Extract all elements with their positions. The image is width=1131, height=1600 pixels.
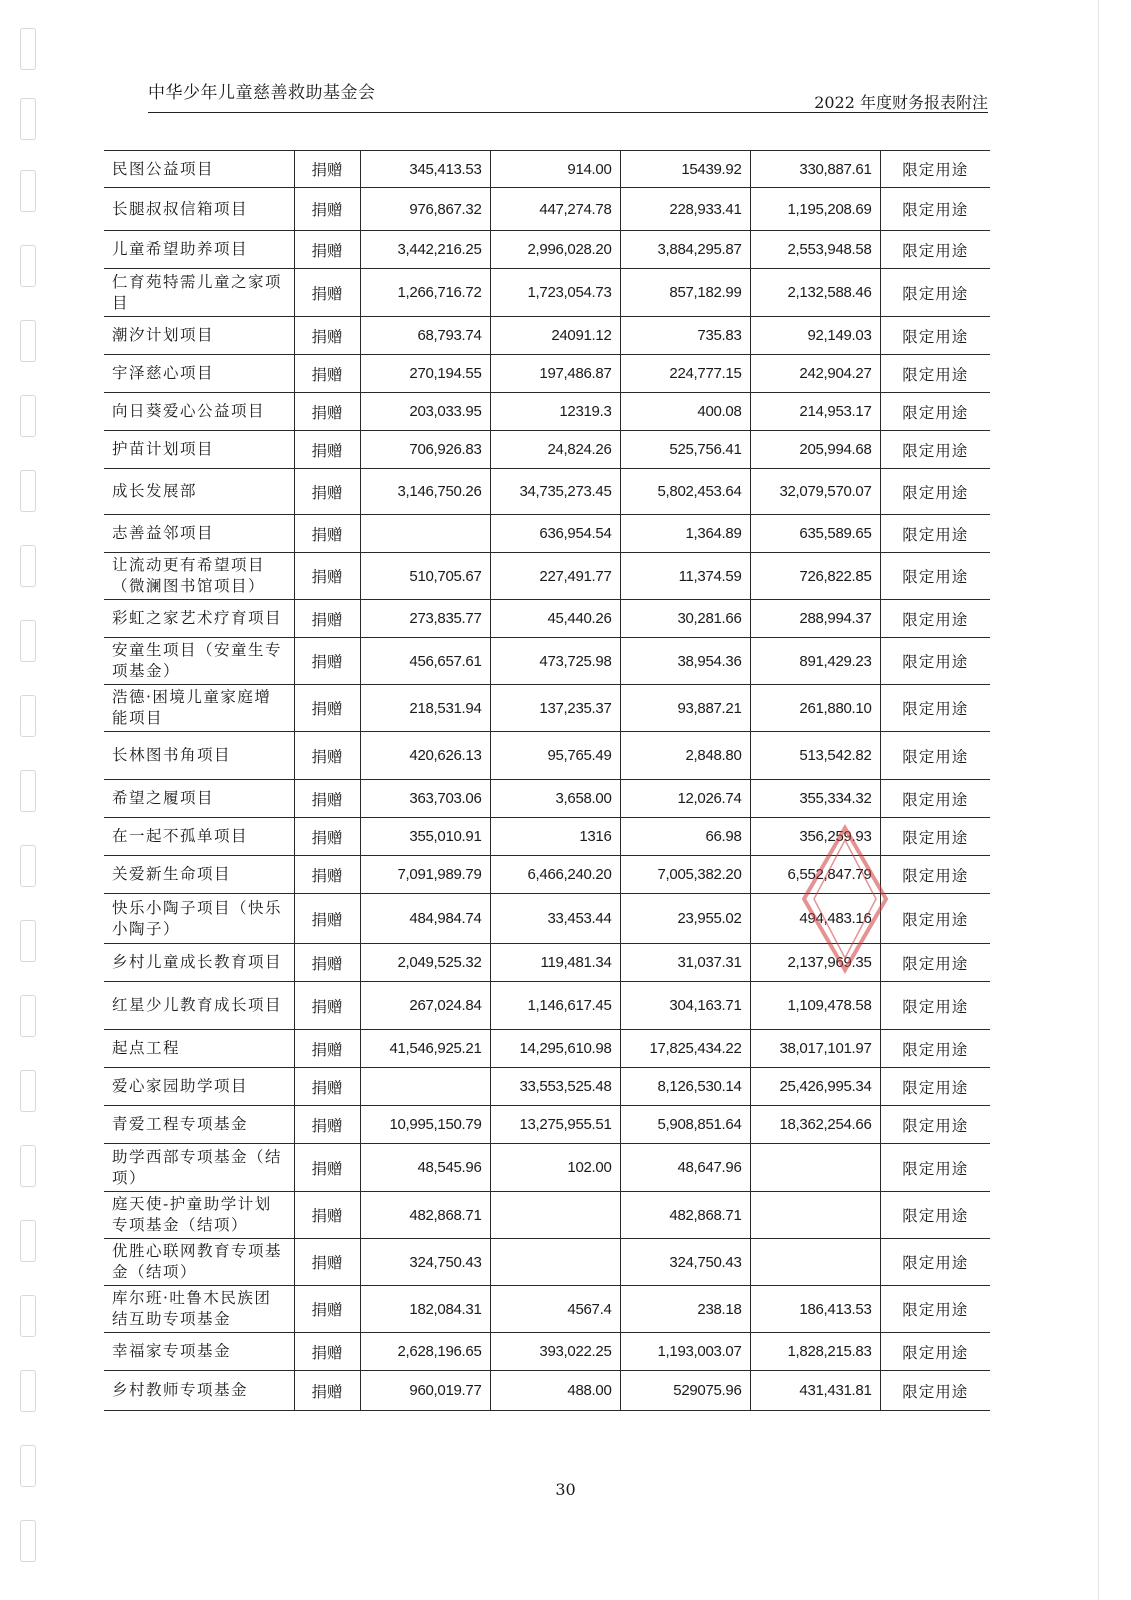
fund-type: 捐赠 (294, 1371, 360, 1411)
amount-cell: 488.00 (490, 1371, 620, 1411)
amount-cell: 1,364.89 (620, 515, 750, 553)
usage-restriction: 限定用途 (880, 469, 990, 515)
amount-cell (490, 1239, 620, 1286)
project-name: 助学西部专项基金（结项） (104, 1144, 294, 1192)
amount-cell: 482,868.71 (360, 1192, 490, 1239)
usage-restriction: 限定用途 (880, 393, 990, 431)
amount-cell (360, 1068, 490, 1106)
amount-cell: 238.18 (620, 1286, 750, 1333)
binding-hole (20, 770, 36, 812)
table-row (104, 1144, 990, 1192)
usage-restriction: 限定用途 (880, 818, 990, 856)
amount-cell: 203,033.95 (360, 393, 490, 431)
binding-hole (20, 470, 36, 512)
amount-cell: 400.08 (620, 393, 750, 431)
amount-cell: 30,281.66 (620, 600, 750, 638)
amount-cell: 5,802,453.64 (620, 469, 750, 515)
usage-restriction: 限定用途 (880, 894, 990, 944)
amount-cell: 273,835.77 (360, 600, 490, 638)
usage-restriction: 限定用途 (880, 1371, 990, 1411)
amount-cell: 182,084.31 (360, 1286, 490, 1333)
usage-restriction: 限定用途 (880, 269, 990, 317)
amount-cell: 41,546,925.21 (360, 1030, 490, 1068)
project-name: 儿童希望助养项目 (104, 231, 294, 269)
amount-cell: 12319.3 (490, 393, 620, 431)
project-name: 向日葵爱心公益项目 (104, 393, 294, 431)
amount-cell: 7,005,382.20 (620, 856, 750, 894)
project-name: 潮汐计划项目 (104, 317, 294, 355)
amount-cell: 857,182.99 (620, 269, 750, 317)
project-name: 在一起不孤单项目 (104, 818, 294, 856)
usage-restriction: 限定用途 (880, 856, 990, 894)
amount-cell: 5,908,851.64 (620, 1106, 750, 1144)
binding-holes (20, 0, 50, 1600)
binding-hole (20, 98, 36, 140)
amount-cell: 38,954.36 (620, 638, 750, 685)
amount-cell: 456,657.61 (360, 638, 490, 685)
amount-cell: 186,413.53 (750, 1286, 880, 1333)
amount-cell: 93,887.21 (620, 685, 750, 732)
amount-cell: 31,037.31 (620, 944, 750, 982)
organization-name: 中华少年儿童慈善救助基金会 (148, 83, 376, 103)
amount-cell (360, 515, 490, 553)
fund-type: 捐赠 (294, 1192, 360, 1239)
fund-type: 捐赠 (294, 231, 360, 269)
amount-cell: 38,017,101.97 (750, 1030, 880, 1068)
binding-hole (20, 920, 36, 962)
amount-cell: 102.00 (490, 1144, 620, 1192)
binding-hole (20, 1295, 36, 1337)
amount-cell: 6,552,847.79 (750, 856, 880, 894)
amount-cell: 261,880.10 (750, 685, 880, 732)
amount-cell: 1316 (490, 818, 620, 856)
table-row (104, 553, 990, 600)
amount-cell: 891,429.23 (750, 638, 880, 685)
amount-cell: 510,705.67 (360, 553, 490, 600)
usage-restriction: 限定用途 (880, 1239, 990, 1286)
amount-cell: 330,887.61 (750, 151, 880, 188)
amount-cell: 224,777.15 (620, 355, 750, 393)
fund-type: 捐赠 (294, 1144, 360, 1192)
fund-type: 捐赠 (294, 1333, 360, 1371)
usage-restriction: 限定用途 (880, 944, 990, 982)
amount-cell: 960,019.77 (360, 1371, 490, 1411)
amount-cell: 48,545.96 (360, 1144, 490, 1192)
binding-hole (20, 1520, 36, 1562)
amount-cell: 1,195,208.69 (750, 188, 880, 231)
amount-cell: 3,146,750.26 (360, 469, 490, 515)
amount-cell: 447,274.78 (490, 188, 620, 231)
amount-cell: 355,010.91 (360, 818, 490, 856)
binding-hole (20, 545, 36, 587)
fund-type: 捐赠 (294, 894, 360, 944)
fund-type: 捐赠 (294, 856, 360, 894)
table-row (104, 393, 990, 431)
project-name: 彩虹之家艺术疗育项目 (104, 600, 294, 638)
amount-cell: 34,735,273.45 (490, 469, 620, 515)
project-name: 长林图书角项目 (104, 732, 294, 780)
amount-cell: 636,954.54 (490, 515, 620, 553)
project-name: 成长发展部 (104, 469, 294, 515)
fund-type: 捐赠 (294, 638, 360, 685)
table-row (104, 1371, 990, 1411)
amount-cell: 119,481.34 (490, 944, 620, 982)
fund-type: 捐赠 (294, 188, 360, 231)
amount-cell: 228,933.41 (620, 188, 750, 231)
table-row (104, 515, 990, 553)
page-edge (1098, 0, 1099, 1600)
amount-cell: 324,750.43 (620, 1239, 750, 1286)
amount-cell: 24091.12 (490, 317, 620, 355)
amount-cell: 15439.92 (620, 151, 750, 188)
usage-restriction: 限定用途 (880, 151, 990, 188)
amount-cell: 1,193,003.07 (620, 1333, 750, 1371)
amount-cell: 14,295,610.98 (490, 1030, 620, 1068)
fund-type: 捐赠 (294, 431, 360, 469)
project-name: 浩德·困境儿童家庭增能项目 (104, 685, 294, 732)
table-row (104, 1286, 990, 1333)
binding-hole (20, 170, 36, 212)
project-name: 让流动更有希望项目（微澜图书馆项目） (104, 553, 294, 600)
amount-cell: 1,723,054.73 (490, 269, 620, 317)
project-name: 民图公益项目 (104, 151, 294, 188)
usage-restriction: 限定用途 (880, 1030, 990, 1068)
binding-hole (20, 1145, 36, 1187)
fund-type: 捐赠 (294, 269, 360, 317)
usage-restriction: 限定用途 (880, 1286, 990, 1333)
usage-restriction: 限定用途 (880, 431, 990, 469)
table-row (104, 600, 990, 638)
usage-restriction: 限定用途 (880, 188, 990, 231)
usage-restriction: 限定用途 (880, 638, 990, 685)
amount-cell: 137,235.37 (490, 685, 620, 732)
amount-cell: 10,995,150.79 (360, 1106, 490, 1144)
project-name: 乡村儿童成长教育项目 (104, 944, 294, 982)
usage-restriction: 限定用途 (880, 1192, 990, 1239)
amount-cell: 363,703.06 (360, 780, 490, 818)
project-name: 起点工程 (104, 1030, 294, 1068)
table-row (104, 1030, 990, 1068)
binding-hole (20, 395, 36, 437)
fund-type: 捐赠 (294, 1239, 360, 1286)
amount-cell: 2,137,969.35 (750, 944, 880, 982)
amount-cell: 7,091,989.79 (360, 856, 490, 894)
table-row (104, 231, 990, 269)
table-row (104, 1192, 990, 1239)
amount-cell: 95,765.49 (490, 732, 620, 780)
amount-cell: 24,824.26 (490, 431, 620, 469)
fund-type: 捐赠 (294, 732, 360, 780)
amount-cell: 23,955.02 (620, 894, 750, 944)
project-name: 幸福家专项基金 (104, 1333, 294, 1371)
usage-restriction: 限定用途 (880, 317, 990, 355)
binding-hole (20, 620, 36, 662)
project-name: 庭天使-护童助学计划专项基金（结项） (104, 1192, 294, 1239)
amount-cell: 214,953.17 (750, 393, 880, 431)
table-row (104, 469, 990, 515)
binding-hole (20, 845, 36, 887)
amount-cell (490, 1192, 620, 1239)
usage-restriction: 限定用途 (880, 553, 990, 600)
amount-cell: 420,626.13 (360, 732, 490, 780)
fund-type: 捐赠 (294, 1068, 360, 1106)
fund-type: 捐赠 (294, 600, 360, 638)
project-name: 爱心家园助学项目 (104, 1068, 294, 1106)
amount-cell: 12,026.74 (620, 780, 750, 818)
table-row (104, 732, 990, 780)
amount-cell: 66.98 (620, 818, 750, 856)
fund-table (104, 150, 990, 1411)
amount-cell: 494,483.16 (750, 894, 880, 944)
amount-cell: 3,658.00 (490, 780, 620, 818)
amount-cell: 218,531.94 (360, 685, 490, 732)
usage-restriction: 限定用途 (880, 1068, 990, 1106)
fund-type: 捐赠 (294, 780, 360, 818)
table-row (104, 188, 990, 231)
project-name: 关爱新生命项目 (104, 856, 294, 894)
amount-cell: 482,868.71 (620, 1192, 750, 1239)
amount-cell: 1,109,478.58 (750, 982, 880, 1030)
page-header (148, 76, 988, 113)
binding-hole (20, 1070, 36, 1112)
usage-restriction: 限定用途 (880, 1144, 990, 1192)
amount-cell: 431,431.81 (750, 1371, 880, 1411)
table-row (104, 1239, 990, 1286)
amount-cell: 513,542.82 (750, 732, 880, 780)
amount-cell: 13,275,955.51 (490, 1106, 620, 1144)
project-name: 志善益邻项目 (104, 515, 294, 553)
amount-cell: 2,049,525.32 (360, 944, 490, 982)
amount-cell: 33,553,525.48 (490, 1068, 620, 1106)
fund-type: 捐赠 (294, 317, 360, 355)
project-name: 库尔班·吐鲁木民族团结互助专项基金 (104, 1286, 294, 1333)
amount-cell: 68,793.74 (360, 317, 490, 355)
amount-cell: 48,647.96 (620, 1144, 750, 1192)
amount-cell: 270,194.55 (360, 355, 490, 393)
fund-type: 捐赠 (294, 469, 360, 515)
amount-cell: 45,440.26 (490, 600, 620, 638)
table-row (104, 1106, 990, 1144)
amount-cell (750, 1192, 880, 1239)
amount-cell: 92,149.03 (750, 317, 880, 355)
amount-cell: 32,079,570.07 (750, 469, 880, 515)
amount-cell: 197,486.87 (490, 355, 620, 393)
amount-cell: 227,491.77 (490, 553, 620, 600)
binding-hole (20, 1220, 36, 1262)
fund-type: 捐赠 (294, 685, 360, 732)
binding-hole (20, 320, 36, 362)
project-name: 红星少儿教育成长项目 (104, 982, 294, 1030)
table-row (104, 269, 990, 317)
binding-hole (20, 245, 36, 287)
amount-cell: 8,126,530.14 (620, 1068, 750, 1106)
amount-cell (750, 1144, 880, 1192)
table-row (104, 355, 990, 393)
table-row (104, 685, 990, 732)
amount-cell: 17,825,434.22 (620, 1030, 750, 1068)
table-row (104, 1333, 990, 1371)
usage-restriction: 限定用途 (880, 355, 990, 393)
usage-restriction: 限定用途 (880, 1106, 990, 1144)
amount-cell: 267,024.84 (360, 982, 490, 1030)
project-name: 希望之履项目 (104, 780, 294, 818)
project-name: 护苗计划项目 (104, 431, 294, 469)
amount-cell: 914.00 (490, 151, 620, 188)
page-number: 30 (555, 1480, 576, 1499)
amount-cell: 355,334.32 (750, 780, 880, 818)
amount-cell: 18,362,254.66 (750, 1106, 880, 1144)
amount-cell: 484,984.74 (360, 894, 490, 944)
table-row (104, 431, 990, 469)
project-name: 宇泽慈心项目 (104, 355, 294, 393)
usage-restriction: 限定用途 (880, 231, 990, 269)
fund-type: 捐赠 (294, 818, 360, 856)
amount-cell: 2,628,196.65 (360, 1333, 490, 1371)
amount-cell: 288,994.37 (750, 600, 880, 638)
amount-cell: 6,466,240.20 (490, 856, 620, 894)
amount-cell: 324,750.43 (360, 1239, 490, 1286)
amount-cell: 1,146,617.45 (490, 982, 620, 1030)
table-row (104, 780, 990, 818)
amount-cell: 635,589.65 (750, 515, 880, 553)
amount-cell: 393,022.25 (490, 1333, 620, 1371)
amount-cell: 1,828,215.83 (750, 1333, 880, 1371)
amount-cell: 4567.4 (490, 1286, 620, 1333)
usage-restriction: 限定用途 (880, 982, 990, 1030)
amount-cell: 11,374.59 (620, 553, 750, 600)
table-row (104, 982, 990, 1030)
usage-restriction: 限定用途 (880, 515, 990, 553)
amount-cell: 345,413.53 (360, 151, 490, 188)
amount-cell: 25,426,995.34 (750, 1068, 880, 1106)
table-row (104, 317, 990, 355)
amount-cell: 706,926.83 (360, 431, 490, 469)
usage-restriction: 限定用途 (880, 1333, 990, 1371)
report-title: 2022 年度财务报表附注 (814, 93, 988, 112)
binding-hole (20, 995, 36, 1037)
fund-type: 捐赠 (294, 1030, 360, 1068)
amount-cell: 356,259.93 (750, 818, 880, 856)
project-name: 安童生项目（安童生专项基金） (104, 638, 294, 685)
fund-type: 捐赠 (294, 944, 360, 982)
binding-hole (20, 28, 36, 70)
amount-cell: 473,725.98 (490, 638, 620, 685)
amount-cell: 33,453.44 (490, 894, 620, 944)
amount-cell: 2,996,028.20 (490, 231, 620, 269)
amount-cell: 3,884,295.87 (620, 231, 750, 269)
binding-hole (20, 695, 36, 737)
fund-type: 捐赠 (294, 553, 360, 600)
fund-type: 捐赠 (294, 515, 360, 553)
amount-cell: 304,163.71 (620, 982, 750, 1030)
project-name: 快乐小陶子项目（快乐小陶子） (104, 894, 294, 944)
fund-type: 捐赠 (294, 151, 360, 188)
amount-cell: 205,994.68 (750, 431, 880, 469)
binding-hole (20, 1370, 36, 1412)
project-name: 青爱工程专项基金 (104, 1106, 294, 1144)
fund-type: 捐赠 (294, 355, 360, 393)
amount-cell: 735.83 (620, 317, 750, 355)
project-name: 仁育苑特需儿童之家项目 (104, 269, 294, 317)
amount-cell (750, 1239, 880, 1286)
amount-cell: 1,266,716.72 (360, 269, 490, 317)
usage-restriction: 限定用途 (880, 685, 990, 732)
amount-cell: 976,867.32 (360, 188, 490, 231)
fund-type: 捐赠 (294, 393, 360, 431)
amount-cell: 242,904.27 (750, 355, 880, 393)
fund-type: 捐赠 (294, 1286, 360, 1333)
amount-cell: 525,756.41 (620, 431, 750, 469)
table-row (104, 151, 990, 188)
project-name: 优胜心联网教育专项基金（结项） (104, 1239, 294, 1286)
amount-cell: 2,132,588.46 (750, 269, 880, 317)
amount-cell: 3,442,216.25 (360, 231, 490, 269)
table-row (104, 638, 990, 685)
usage-restriction: 限定用途 (880, 780, 990, 818)
amount-cell: 2,553,948.58 (750, 231, 880, 269)
usage-restriction: 限定用途 (880, 732, 990, 780)
project-name: 长腿叔叔信箱项目 (104, 188, 294, 231)
table-row (104, 1068, 990, 1106)
project-name: 乡村教师专项基金 (104, 1371, 294, 1411)
fund-type: 捐赠 (294, 1106, 360, 1144)
fund-type: 捐赠 (294, 982, 360, 1030)
amount-cell: 529075.96 (620, 1371, 750, 1411)
official-seal-stamp (800, 824, 890, 974)
amount-cell: 726,822.85 (750, 553, 880, 600)
amount-cell: 2,848.80 (620, 732, 750, 780)
usage-restriction: 限定用途 (880, 600, 990, 638)
